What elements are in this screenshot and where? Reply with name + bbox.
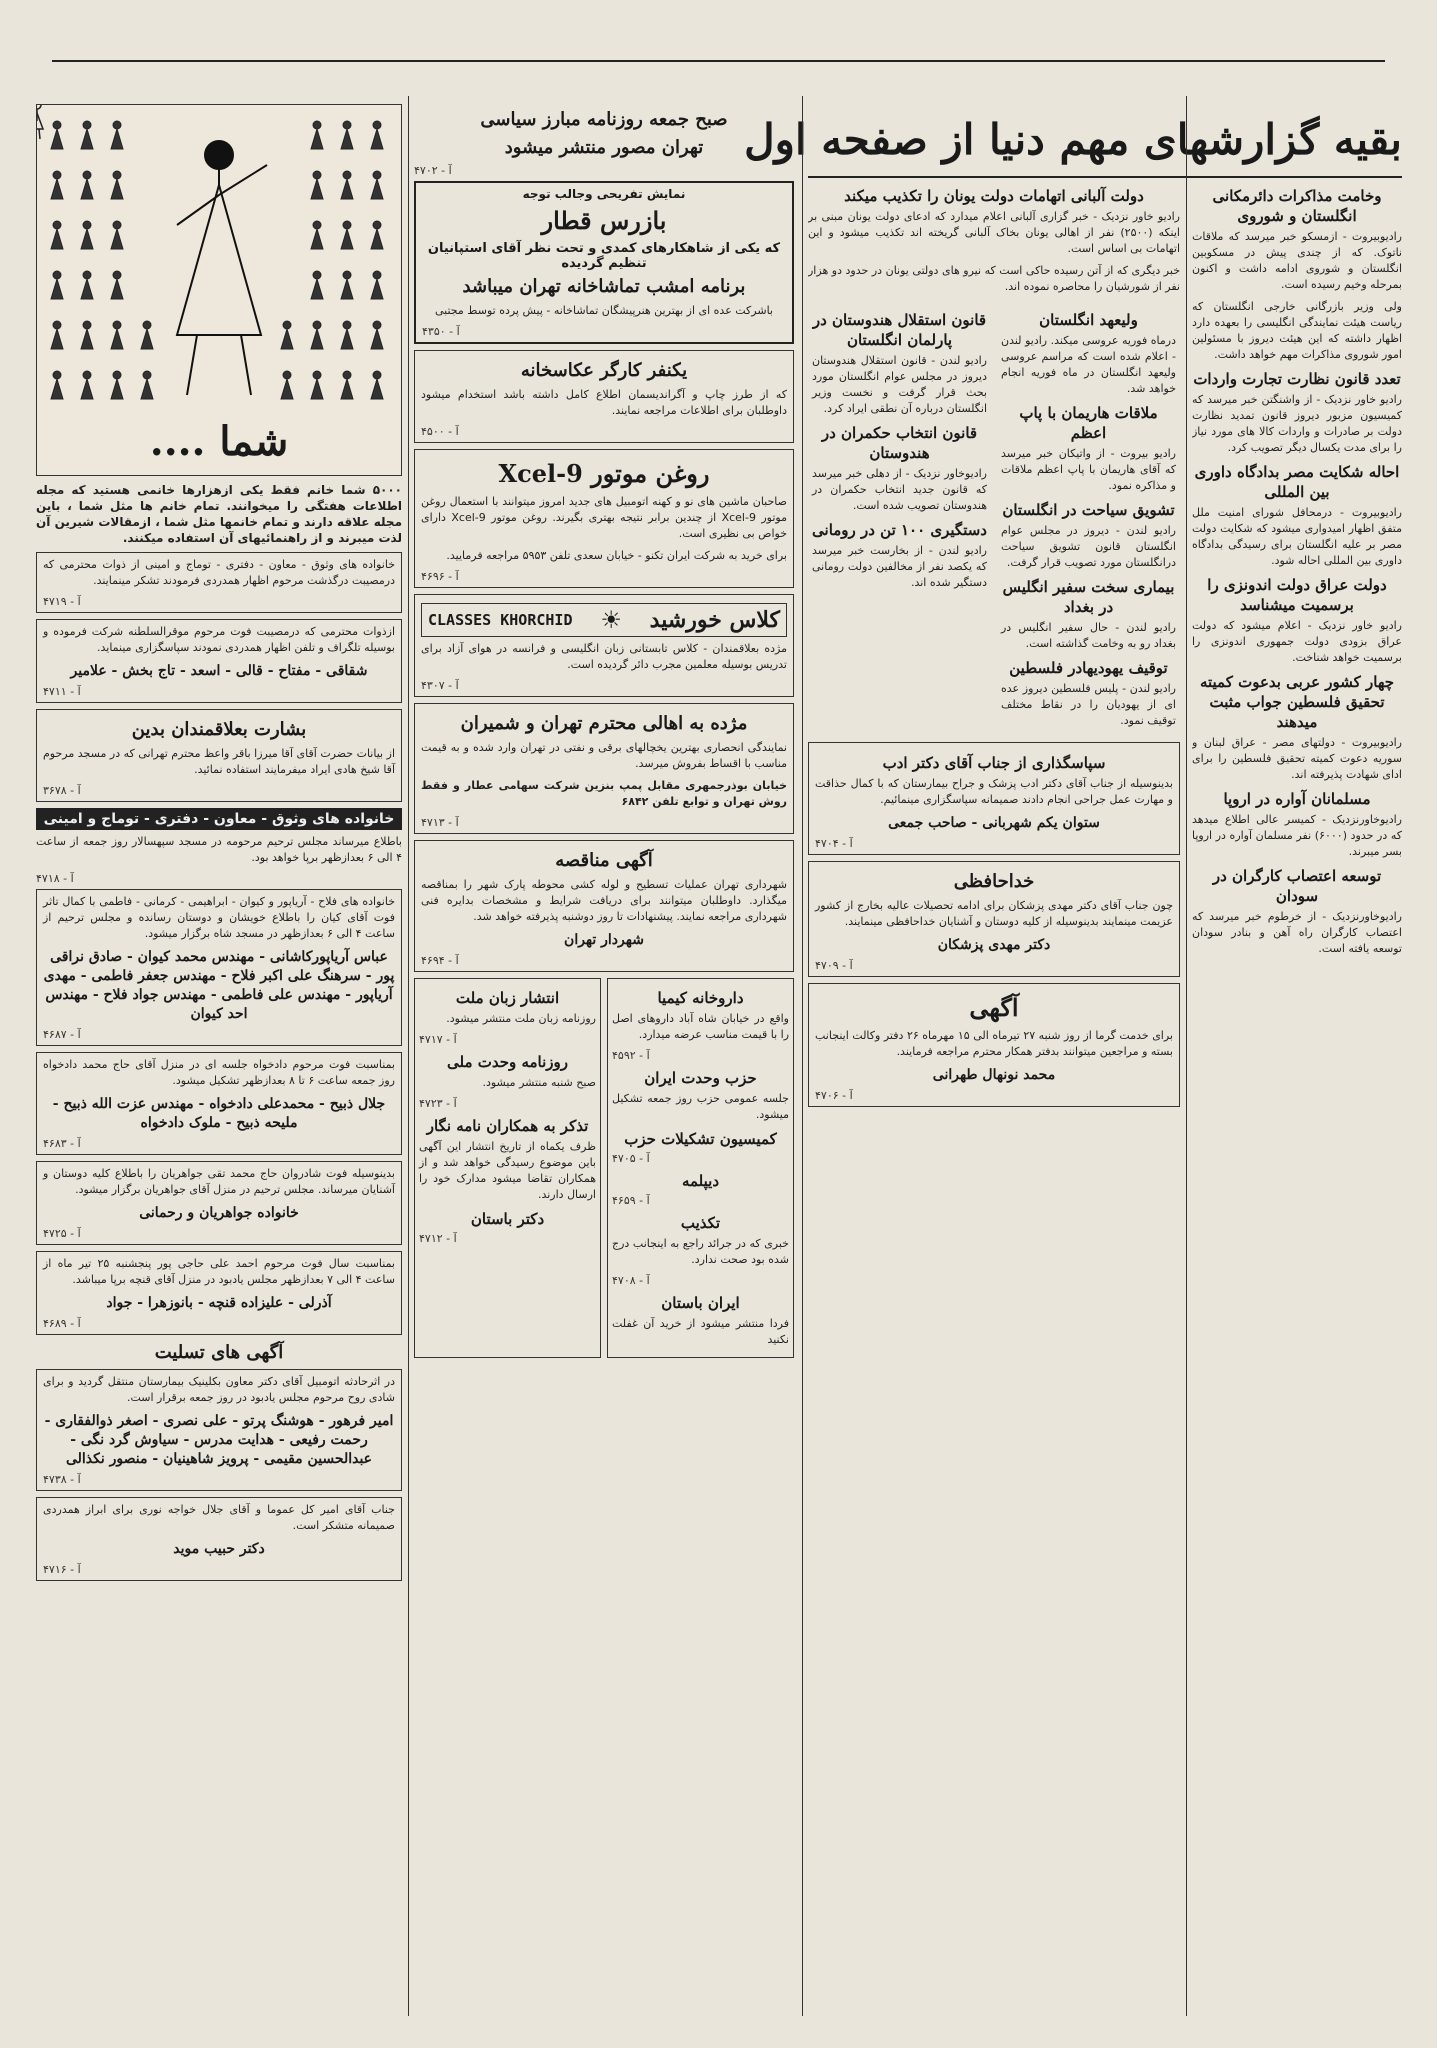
sermon-notice xyxy=(36,709,402,802)
shoma-title: شما .... xyxy=(149,418,289,465)
ad-text: برای خدمت گرما از روز شنبه ۲۷ تیرماه الی ۱۵ مهرماه ۲۶ دفتر وکالت اینجانب بسته و مراجعین میتوانند بدفتر همکار محترم مراجعه فرمایند. xyxy=(815,1029,1173,1058)
condolence-notice xyxy=(36,1251,402,1335)
condolence-notice xyxy=(36,1497,402,1581)
page-banner: بقیه گزارشهای مهم دنیا از صفحه اول xyxy=(744,115,1402,164)
ad-tender xyxy=(414,840,794,972)
column-rule xyxy=(802,96,803,2016)
article-text: رادیو لندن - از بخارست خبر میرسد که یکصد نفر از مخالفین دولت رومانی دستگیر شده اند. xyxy=(812,544,987,589)
notice-names: جلال ذبیح - محمدعلی دادخواه - مهندس عزت الله ذبیح - ملیحه ذبیح - ملوک دادخواه xyxy=(52,1096,386,1131)
headline: قانون انتخاب حکمران در هندوستان xyxy=(821,424,978,462)
headline: دستگیری ۱۰۰ تن در رومانی xyxy=(812,521,987,539)
ad-text: صاحبان ماشین های نو و کهنه اتومبیل های جدید امروز میتوانند با استعمال روغن موتور Xcel-9 از چندین برابر نتیجه بهتری بگیرند. روغن موتور Xcel-9 دارای خواص بی نظیری است. xyxy=(421,495,787,540)
ad-text: نمایندگی انحصاری بهترین یخچالهای برقی و نفتی در تهران وارد شده و به قیمت مناسب با اقساط بفروش میرسد. xyxy=(421,741,787,770)
ad-signature: محمد نونهال طهرانی xyxy=(932,1067,1056,1083)
ad-code: ۴۷۱۶ - آ xyxy=(43,1563,81,1576)
ad-code: ۴۷۱۷ - آ xyxy=(419,1033,457,1046)
headline: مسلمانان آواره در اروپا xyxy=(1223,790,1371,808)
headline: چهار کشور عربی بدعوت کمیته تحقیق فلسطین جواب مثبت میدهند xyxy=(1199,673,1395,731)
article-text: رادیو لندن - قانون استقلال هندوستان دیروز در مجلس عوام انگلستان مورد بحث قرار گرفت و نخست وزیر انگلستان درباره آن نطقی ایراد کرد. xyxy=(812,354,987,415)
ad-code: ۴۷۱۳ - آ xyxy=(421,816,459,829)
headline: بیماری سخت سفیر انگلیس در بغداد xyxy=(1002,578,1175,616)
ad-subtitle: نمایش تفریحی وجالب توجه xyxy=(522,187,686,201)
ad-code: ۴۵۹۲ - آ xyxy=(612,1049,650,1062)
sun-icon: ☀ xyxy=(600,606,622,634)
notice-text: در اثرحادثه اتومبیل آقای دکتر معاون بکلینیک بیمارستان منتقل گردید و برای شادی روح مرحوم مجلس یادبود در روز جمعه برقرار است. xyxy=(43,1375,395,1404)
ad-code: ۴۷۰۸ - آ xyxy=(612,1274,650,1287)
ad-text: برای خرید به شرکت ایران تکنو - خیابان سعدی تلفن ۵۹۵۳ مراجعه فرمایید. xyxy=(446,549,787,562)
ad-code: ۴۶۸۳ - آ xyxy=(43,1137,81,1150)
masthead-line: صبح جمعه روزنامه مبارز سیاسی xyxy=(480,109,728,130)
ad-classes xyxy=(414,594,794,697)
article-text: رادیو خاور نزدیک - خبر گزاری آلبانی اعلام میدارد که ادعای دولت یونان مبنی بر اینکه (۲۵۰۰) نفر از اهالی یونان بخاک آلبانی گریخته اند تکذیب میشود و این اتهامات بی اساس است. xyxy=(808,210,1180,255)
ad-text: باشرکت عده ای از بهترین هنرپیشگان تماشاخانه - پیش پرده توسط مجتبی xyxy=(435,304,773,317)
ad-code: ۴۶۵۹ - آ xyxy=(612,1194,650,1207)
ad-title: انتشار زبان ملت xyxy=(455,989,560,1007)
top-rule xyxy=(52,60,1385,62)
ad-farewell xyxy=(808,861,1180,977)
banner-rule xyxy=(808,176,1402,178)
ad-photographer xyxy=(414,350,794,443)
headline: احاله شکایت مصر بدادگاه داوری بین المللی xyxy=(1194,463,1400,501)
article-text: رادیو بیروت - از واتیکان خبر میرسد که آقای هاریمان با پاپ اعظم ملاقات و مذاکره نمود. xyxy=(1001,447,1176,492)
headline: ملاقات هاریمان با پاپ اعظم xyxy=(1019,404,1158,442)
ad-title: مژده به اهالی محترم تهران و شمیران xyxy=(460,713,748,734)
notices-column-4 xyxy=(36,104,402,1984)
article-text: رادیو خاور نزدیک - اعلام میشود که دولت عراق بزودی دولت جمهوری اندونزی را برسمیت خواهد شناخت. xyxy=(1192,619,1402,664)
column-rule xyxy=(408,96,409,2016)
condolence-notice xyxy=(36,889,402,1046)
article-block xyxy=(997,301,1180,738)
article-text: درماه فوریه عروسی میکند. رادیو لندن - اعلام شده است که مراسم عروسی ولیعهد انگلستان در ماه فوریه انجام خواهد شد. xyxy=(1001,334,1176,395)
ad-title: ایران باستان xyxy=(661,1294,740,1312)
notice-text: ازذوات محترمی که درمصیبت فوت مرحوم موقرالسلطنه شرکت فرموده و بوسیله تلگراف و تلفن اظهار همدردی نمودند سپاسگزاری مینماید. xyxy=(43,625,395,654)
ad-text: شهرداری تهران عملیات تسطیح و لوله کشی محوطه پارک شهر را بمناقصه میگذارد. داوطلبان میتوانند برای دریافت شرایط و مشخصات بدایره فنی شهرداری مراجعه نمایند. پیشنهادات تا روز دوشنبه پذیرفته خواهد شد. xyxy=(421,878,787,923)
ad-signature: دکتر مهدی پزشکان xyxy=(937,937,1051,953)
ad-text: چون جناب آقای دکتر مهدی پزشکان برای ادامه تحصیلات عالیه بخارج از کشور عزیمت مینمایند بدینوسیله از کلیه دوستان و آشنایان خداحافظی مینمایند. xyxy=(815,899,1173,928)
headline: تعدد قانون نظارت تجارت واردات xyxy=(1193,370,1401,388)
headline: تشویق سیاحت در انگلستان xyxy=(1002,501,1175,519)
notice-names: امیر فرهور - هوشنگ پرتو - علی نصری - اصغر ذوالفقاری - رحمت رفیعی - هدایت مدرس - سیاوش گرد نگی - عبدالحسین مقیمی - پرویز شاهینیان - منصور نکذالی xyxy=(44,1413,394,1467)
ad-title: تذکر به همکاران نامه نگار xyxy=(426,1117,589,1135)
ad-text: ظرف یکماه از تاریخ انتشار این آگهی باین موضوع رسیدگی خواهد شد و از همکاران تقاضا میشود مدارک خود را ارسال دارند. xyxy=(419,1140,596,1201)
ad-signature: شهردار تهران xyxy=(564,932,644,948)
ad-text: مژده بعلاقمندان - کلاس تابستانی زبان انگلیسی و فرانسه در هوای آزاد برای تدریس بوسیله معلمین مجرب دائر گردیده است. xyxy=(421,642,787,671)
column-rule xyxy=(1186,96,1187,2016)
headline: توسعه اعتصاب کارگران در سودان xyxy=(1212,867,1382,905)
notice-text: بمناسبت فوت مرحوم دادخواه جلسه ای در منزل آقای حاج محمد دادخواه روز جمعه ساعت ۶ تا ۸ بعدازظهر تشکیل میشود. xyxy=(43,1058,395,1087)
ad-code: ۴۷۱۲ - آ xyxy=(419,1232,457,1245)
split-articles xyxy=(808,301,1180,738)
condolence-notice xyxy=(36,619,402,703)
article-text: ولی وزیر بازرگانی خارجی انگلستان که ریاست هیئت نمایندگی انگلیسی را بعهده دارد اظهار داشته که این هیئت دیروز با مسئولین امور شوروی مذاکرات مهم خواهد داشت. xyxy=(1192,300,1402,361)
headline: ولیعهد انگلستان xyxy=(1039,311,1138,329)
ad-code: ۴۷۳۸ - آ xyxy=(43,1473,81,1486)
ad-tehran xyxy=(414,703,794,834)
headline: دولت آلبانی اتهامات دولت یونان را تکذیب میکند xyxy=(844,187,1144,205)
ad-title: دیپلمه xyxy=(681,1172,720,1190)
article-text: رادیو خاور نزدیک - از واشنگتن خبر میرسد که کمیسیون مزبور دیروز قانون تمدید نظارت دولت بر صادرات و واردات کالا های مورد نیاز را برای مدت یکسال دیگر تصویب کرد. xyxy=(1192,393,1402,454)
ad-title: روغن موتور Xcel-9 xyxy=(498,459,710,488)
news-column-2 xyxy=(808,180,1180,2010)
ad-code: ۴۶۸۷ - آ xyxy=(43,1028,81,1041)
ad-motor-oil xyxy=(414,449,794,588)
notice-text: خانواده های فلاح - آریاپور و کیوان - ابراهیمی - کرمانی - فاطمی با کمال تاثر فوت آقای کیان را باطلاع خویشان و دوستان رسانده و مجلس ترحیم از ساعت ۴ الی ۶ بعدازظهر در مسجد شاه برگزار میشود. xyxy=(43,895,395,940)
headline: دولت عراق دولت اندونزی را برسمیت میشناسد xyxy=(1207,576,1387,614)
notice-title: بشارت بعلاقمندان بدین xyxy=(131,719,307,740)
condolence-notice xyxy=(36,1369,402,1491)
notice-text: بمناسبت سال فوت مرحوم احمد علی حاجی پور پنجشنبه ۲۵ تیر ماه از ساعت ۴ الی ۷ بعدازظهر مجلس یادبود در منزل آقای قنچه برپا میباشد. xyxy=(43,1257,395,1286)
notice-names: شقاقی - مفتاح - قالی - اسعد - تاج بخش - علامیر xyxy=(70,663,368,679)
ad-code: ۳۶۷۸ - آ xyxy=(43,784,81,797)
ad-text: واقع در خیابان شاه آباد داروهای اصل را با قیمت مناسب عرضه میدارد. xyxy=(612,1012,789,1041)
headline: وخامت مذاکرات دائرمکانی انگلستان و شوروی xyxy=(1212,187,1382,225)
ad-code: ۴۷۱۸ - آ xyxy=(36,872,74,885)
article-text: رادیو لندن - حال سفیر انگلیس در بغداد رو به وخامت گذاشته است. xyxy=(1001,621,1176,650)
notice-text: جناب آقای امیر کل عموما و آقای جلال خواجه نوری برای ابراز همدردی صمیمانه متشکر است. xyxy=(43,1503,395,1532)
ad-text: صبح شنبه منتشر میشود. xyxy=(482,1076,596,1089)
notice-signature: دکتر حبیب موید xyxy=(173,1541,265,1557)
ad-code: ۴۶۹۶ - آ xyxy=(421,570,459,583)
section-title: آگهی های تسلیت xyxy=(154,1342,284,1363)
headline: توقیف یهودیهادر فلسطین xyxy=(1009,659,1168,677)
article-text: رادیو لندن - دیروز در مجلس عوام انگلستان قانون تشویق سیاحت درانگلستان مورد تصویب قرار گرفت. xyxy=(1001,524,1176,569)
ad-text: که از طرز چاپ و آگراندیسمان اطلاع کامل داشته باشد استخدام میشود داوطلبان برای اطلاعات مراجعه نمایند. xyxy=(421,388,787,417)
ad-title: خداحافظی xyxy=(953,871,1035,892)
ad-title: آگهی مناقصه xyxy=(555,850,653,871)
notice-text: خانواده های وثوق - معاون - دفتری - توماج و امینی از ذوات محترمی که درمصیبت درگذشت مرحوم اظهار همدردی فرمودند تشکر مینمایند. xyxy=(43,558,395,587)
ad-code: ۴۷۰۹ - آ xyxy=(815,959,853,972)
notice-names: عباس آریاپورکاشانی - مهندس محمد کیوان - صادق نراقی پور - سرهنگ علی اکبر فلاح - مهندس جعفر فاطمی - مهدی آریاپور - مهندس علی فاطمی - مهندس جواد فلاح - مهندس احد کیوان xyxy=(43,949,395,1022)
ad-title: داروخانه کیمیا xyxy=(657,989,744,1007)
ad-text: بدینوسیله از جناب آقای دکتر ادب پزشک و جراح بیمارستان که با کمال حذاقت و مهارت عمل جراحی انجام دادند صمیمانه سپاسگزاری مینمائیم. xyxy=(815,777,1173,806)
ad-code: ۴۷۱۹ - آ xyxy=(43,595,81,608)
notice-names: آذرلی - علیزاده قنچه - بانوزهرا - جواد xyxy=(106,1295,332,1311)
shoma-illustration xyxy=(36,104,402,476)
ad-title: کمیسیون تشکیلات حزب xyxy=(624,1130,777,1148)
ad-text: فردا منتشر میشود از خرید آن غفلت نکنید xyxy=(612,1317,789,1346)
article-block xyxy=(808,301,991,738)
small-ad-column xyxy=(414,978,601,1358)
ad-title: روزنامه وحدت ملی xyxy=(446,1053,568,1071)
ad-title: دکتر باستان xyxy=(470,1210,545,1228)
headline: قانون استقلال هندوستان در پارلمان انگلستان xyxy=(812,311,987,349)
ad-text: جلسه عمومی حزب روز جمعه تشکیل میشود. xyxy=(612,1092,789,1121)
ad-code: ۴۷۰۴ - آ xyxy=(815,837,853,850)
ad-title: یکنفر کارگر عکاسخانه xyxy=(520,360,688,381)
shoma-text: ۵۰۰۰ شما خانم فقط یکی ازهزارها خانمی هستید که مجله اطلاعات هفتگی را میخوانند. تمام خانم ها مثل شما ، باین مجله علاقه دارند و تمام خانمها مثل شما ، ازمقالات شیرین آن لذت میبرند و از راهنمائیهای آن استفاده میکنند. xyxy=(36,483,402,545)
ad-code: ۴۶۸۹ - آ xyxy=(43,1317,81,1330)
news-column-1 xyxy=(1192,180,1402,2010)
article-text: خبر دیگری که از آتن رسیده حاکی است که نیرو های دولتی یونان در حدود دو هزار نفر از شورشیان را محاصره نموده اند. xyxy=(808,264,1180,293)
ad-text: که یکی از شاهکارهای کمدی و تحت نظر آقای استپانیان تنظیم گردیده xyxy=(427,241,781,271)
ad-notice xyxy=(808,983,1180,1107)
ad-code: ۴۷۰۵ - آ xyxy=(612,1152,650,1165)
ad-title: بازرس قطار xyxy=(541,206,667,235)
article-text: رادیوبیروت - ازمسکو خبر میرسد که ملاقات ناتوک. که از چندی پیش در مسکوبین انگلستان و شوروی ادامه داشت و اکنون بمرحله وخیم رسیده است. xyxy=(1192,230,1402,291)
condolence-notice xyxy=(36,552,402,613)
article-text: رادیو لندن - پلیس فلسطین دیروز عده ای از یهودیان را در نقاط مختلف توقیف نمود. xyxy=(1001,682,1176,727)
ad-title: سپاسگذاری از جناب آقای دکتر ادب xyxy=(882,754,1106,772)
article-text: رادیوخاورنزدیک - از خرطوم خبر میرسد که اعتصاب کارگران راه آهن و بنادر سودان توسعه یافته است. xyxy=(1192,910,1402,955)
ads-column-3 xyxy=(414,104,794,2004)
classes-logo xyxy=(421,603,787,637)
small-ads xyxy=(414,978,794,1358)
notice-text: بدینوسیله فوت شادروان حاج محمد تقی جواهریان را باطلاع کلیه دوستان و آشنایان میرساند. مجلس ترحیم در منزل آقای جواهریان برگزار میشود. xyxy=(43,1167,395,1196)
ad-code: ۴۷۲۳ - آ xyxy=(419,1097,457,1110)
ad-text: خیابان بوذرجمهری مقابل پمپ بنزین شرکت سهامی عطار و فقط روش تهران و توابع تلفن ۶۸۴۲ xyxy=(421,779,787,808)
ad-code: ۴۷۰۶ - آ xyxy=(815,1089,853,1102)
family-bar: خانواده های وثوق - معاون - دفتری - توماج و امینی xyxy=(36,808,402,830)
ad-code: ۴۷۱۱ - آ xyxy=(43,685,81,698)
ad-text: برنامه امشب تماشاخانه تهران میباشد xyxy=(462,276,746,297)
condolence-notice xyxy=(36,1161,402,1245)
notice-text: از بیانات حضرت آقای آقا میرزا باقر واعظ محترم تهرانی که در مسجد مرحوم آقا شیخ هادی ایراد میفرمایند استفاده نمائید. xyxy=(43,747,395,776)
article-text: رادیوخاور نزدیک - از دهلی خبر میرسد که قانون جدید انتخاب حکمران در هندوستان تصویب شده است. xyxy=(812,467,987,512)
ad-code: ۴۷۰۲ - آ xyxy=(414,164,452,177)
logo-text: CLASSES KHORCHID xyxy=(428,611,573,629)
ad-code: ۴۳۰۷ - آ xyxy=(421,679,459,692)
ad-title: آگهی xyxy=(969,993,1019,1022)
ad-code: ۴۵۰۰ - آ xyxy=(421,425,459,438)
notice-names: خانواده جواهریان و رحمانی xyxy=(139,1205,299,1221)
article-text: رادیوبیروت - درمحافل شورای امنیت ملل متفق اظهار امیدواری میشود که شکایت دولت مصر بر علیه انگلستان برای رسیدگی بدادگاه داوری بین المللی احاله شود. xyxy=(1192,506,1402,567)
ad-text: خبری که در جرائد راجع به اینجانب درج شده بود صحت ندارد. xyxy=(612,1237,789,1266)
ad-text: روزنامه زبان ملت منتشر میشود. xyxy=(446,1012,596,1025)
condolence-notice xyxy=(36,1052,402,1155)
ad-thanks xyxy=(808,742,1180,855)
ad-code: ۴۶۹۴ - آ xyxy=(421,954,459,967)
article-text: رادیوبیروت - دولتهای مصر - عراق لبنان و سوریه دعوت کمیته تحقیق فلسطین را برای ادای شهادت پذیرفته اند. xyxy=(1192,736,1402,781)
notice-text: باطلاع میرساند مجلس ترحیم مرحومه در مسجد سپهسالار روز جمعه از ساعت ۴ الی ۶ بعدازظهر برپا خواهد بود. xyxy=(36,835,402,864)
ad-signature: ستوان یکم شهربانی - صاحب جمعی xyxy=(888,815,1100,831)
ad-code: ۴۳۵۰ - آ xyxy=(422,325,460,338)
ad-title: تکذیب xyxy=(680,1214,721,1232)
masthead-line: تهران مصور منتشر میشود xyxy=(504,137,704,158)
logo-text: کلاس خورشید xyxy=(649,607,780,633)
ad-title: حزب وحدت ایران xyxy=(644,1069,757,1087)
ad-code: ۴۷۲۵ - آ xyxy=(43,1227,81,1240)
central-woman-figure xyxy=(177,141,267,395)
article-text: رادیوخاورنزدیک - کمیسر عالی اطلاع میدهد که در حدود (۶۰۰۰) نفر مسلمان آواره در اروپا بسر میبرند. xyxy=(1192,813,1402,858)
small-ad-column xyxy=(607,978,794,1358)
ad-theater xyxy=(414,181,794,344)
